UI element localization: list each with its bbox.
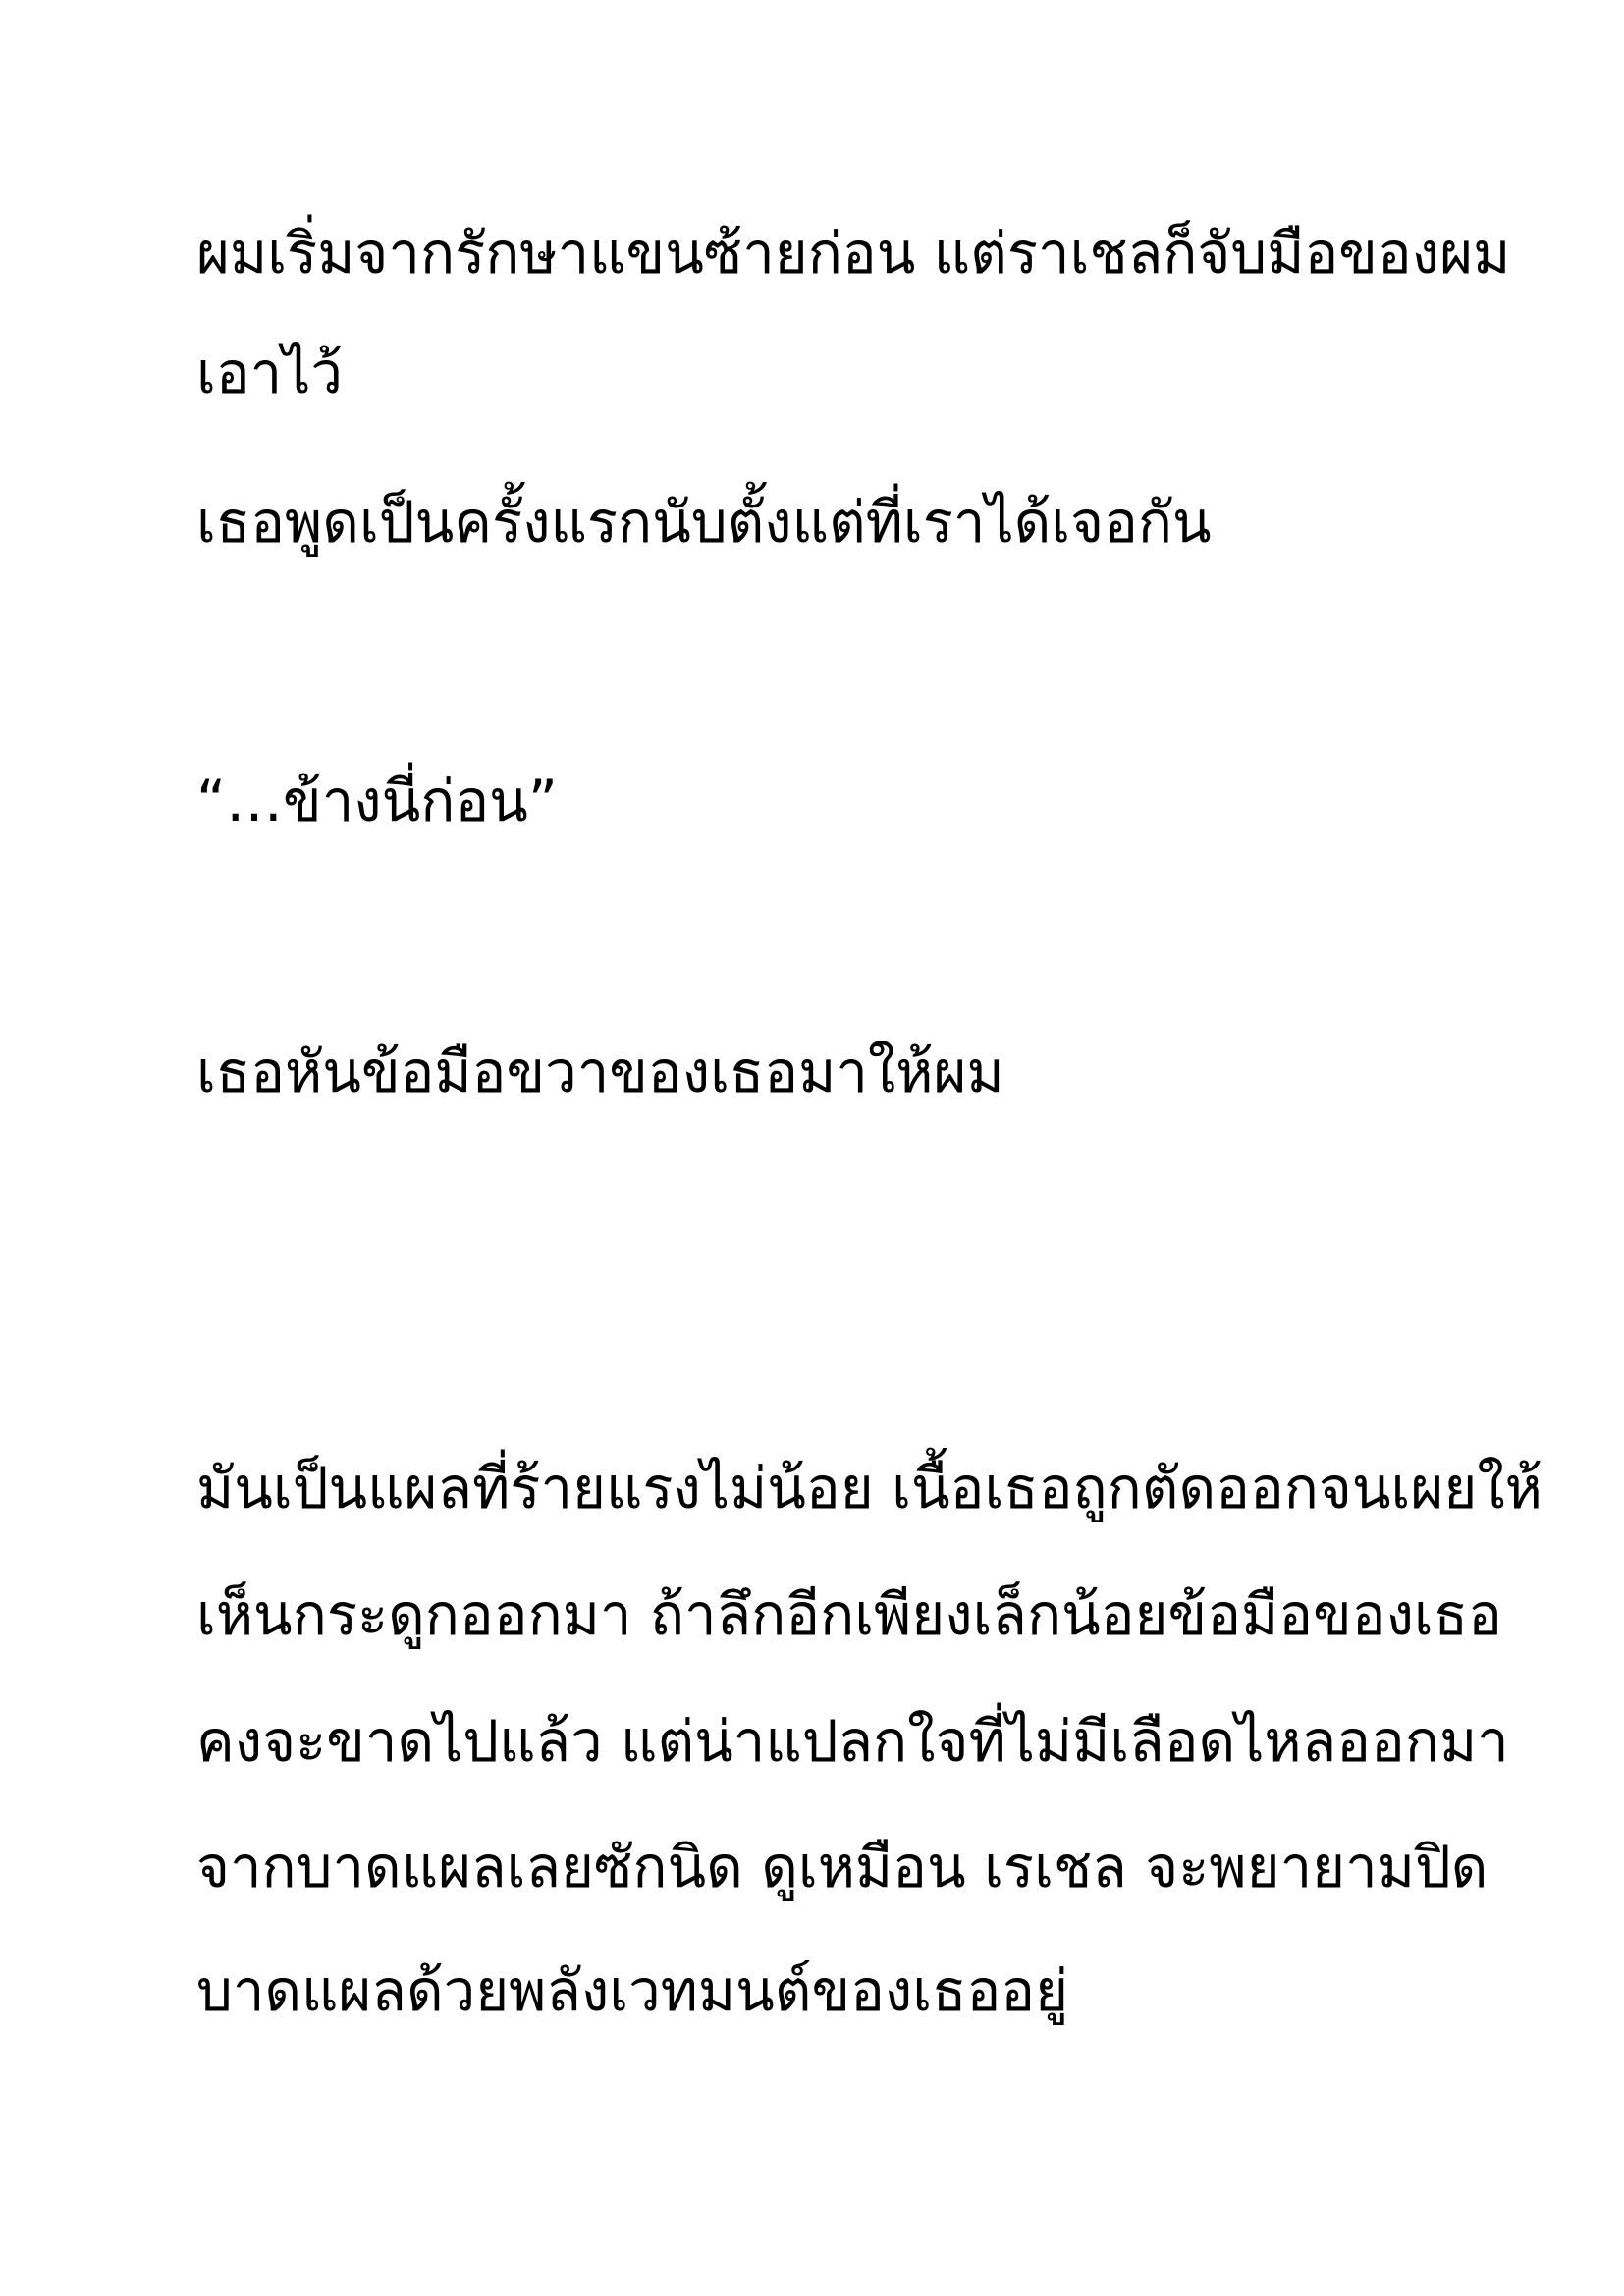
text-line: บาดแผลด้วยพลังเวทมนต์ของเธออยู่: [196, 1957, 1069, 2024]
text-line: เอาไว้: [196, 340, 343, 406]
text-line: จากบาดแผลเลยซักนิด ดูเหมือน เรเชล จะพยายามปิด: [196, 1834, 1489, 1900]
text-line: เธอพูดเป็นครั้งแรกนับตั้งแต่ที่เราได้เจอกัน: [196, 489, 1212, 556]
text-line: ผมเริ่มจากรักษาแขนซ้ายก่อน แต่ราเชลก็จับมือของผม: [196, 220, 1511, 287]
text-line: “…ข้างนี่ก่อน”: [196, 768, 558, 834]
text-line: เห็นกระดูกออกมา ถ้าลึกอีกเพียงเล็กน้อยข้อมือของเธอ: [196, 1581, 1502, 1648]
text-line: คงจะขาดไปแล้ว แต่น่าแปลกใจที่ไม่มีเลือดไหลออกมา: [196, 1708, 1509, 1775]
text-line: มันเป็นแผลที่ร้ายแรงไม่น้อย เนื้อเธอถูกตัดออกจนเผยให้: [196, 1455, 1543, 1522]
text-line: เธอหันข้อมือขวาของเธอมาให้ผม: [196, 1039, 1004, 1105]
